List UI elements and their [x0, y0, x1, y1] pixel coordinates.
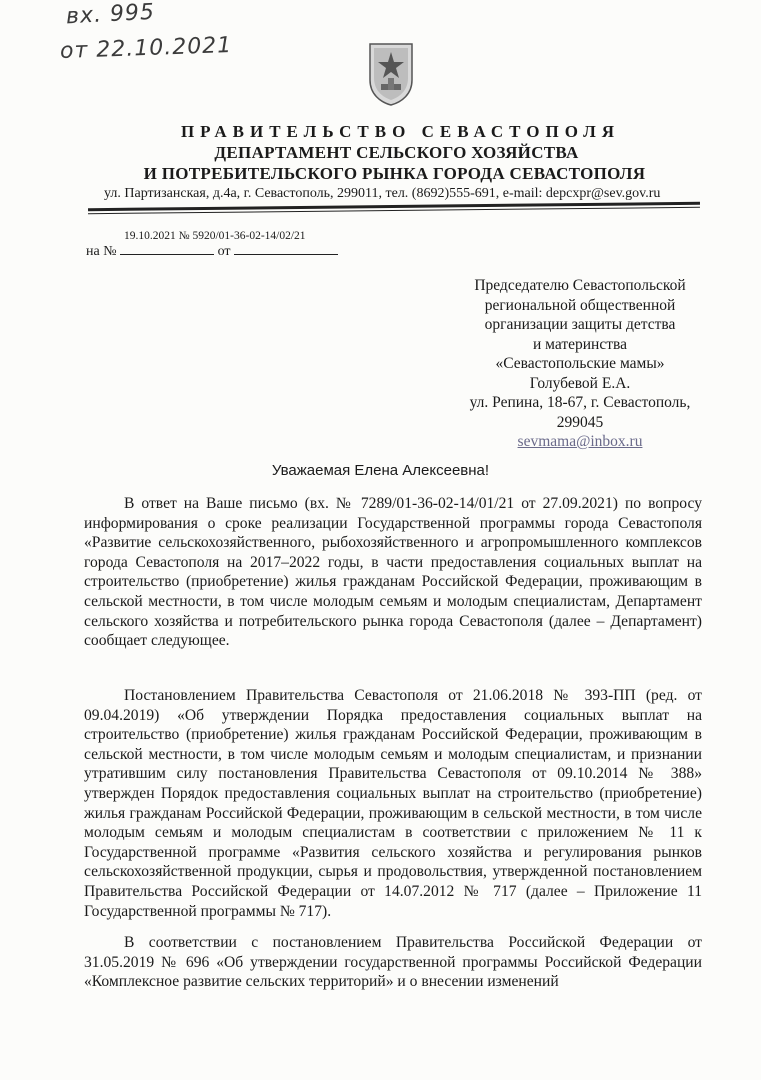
header-department-continued: И ПОТРЕБИТЕЛЬСКОГО РЫНКА ГОРОДА СЕВАСТОПОЛЯ: [143, 164, 646, 183]
header-address: ул. Партизанская, д.4а, г. Севастополь, 299011, тел. (8692)555-691, e-mail: depcxpr@sev.gov.ru: [104, 186, 661, 201]
reference-number-blank: [120, 244, 214, 255]
paragraph-text: В ответ на Ваше письмо (вх. № 7289/01-36-02-14/01/21 от 27.09.2021) по вопросу информирования о сроке реализации Государственной программы города Севастополя «Развитие сельскохозяйственного, рыбохозяйственного и агропромышленного комплексов города Севастополя на 2017–2022 годы, в части предоставления социальных выплат на строительство (приобретение) жилья гражданам Российской Федерации, проживающим в сельской местности, в том числе молодым семьям и молодым специалистам, Департамент сельского хозяйства и потребительского рынка города Севастополя (далее – Департамент) сообщает следующее.: [84, 495, 702, 650]
body-paragraph-2: [84, 686, 702, 921]
addressee-block: [430, 276, 730, 452]
reference-number-label: на №: [86, 244, 117, 259]
header-department: ДЕПАРТАМЕНТ СЕЛЬСКОГО ХОЗЯЙСТВА: [214, 143, 579, 162]
greeting: Уважаемая Елена Алексеевна!: [271, 462, 490, 479]
addressee-line: 299045: [556, 413, 604, 431]
addressee-line: и материнства: [533, 335, 627, 353]
reference-date-blank: [234, 244, 338, 255]
sevastopol-coat-of-arms-icon: [366, 40, 416, 106]
paragraph-text: В соответствии с постановлением Правительства Российской Федерации от 31.05.2019 № 696 «Об утверждении государственной программы Российской Федерации «Комплексное развитие сельских территорий» и о внесении изменений: [84, 934, 702, 991]
paragraph-text: Постановлением Правительства Севастополя от 21.06.2018 № 393-ПП (ред. от 09.04.2019) «Об утверждении Порядка предоставления социальных выплат на строительство (приобретение) жилья гражданам Российской Федерации, проживающим в сельской местности, в том числе молодым семьям и молодым специалистам, и признании утратившим силу постановления Правительства Севастополя от 09.10.2014 № 388» утвержден Порядок предоставления социальных выплат на строительство (приобретение) жилья гражданам Российской Федерации, проживающим в сельской местности, в том числе молодым семьям и молодым специалистам в соответствии с приложением № 11 к Государственной программе «Развития сельского хозяйства и регулирования рынков сельскохозяйственной продукции, сырья и продовольствия, утвержденной постановлением Правительства Российской Федерации от 14.07.2012 № 717 (далее – Приложение 11 Государственной программы № 717).: [84, 687, 702, 920]
addressee-line: региональной общественной: [484, 296, 676, 314]
header-government: ПРАВИТЕЛЬСТВО СЕВАСТОПОЛЯ: [180, 122, 621, 141]
body-paragraph-1: [84, 494, 702, 651]
reference-date-label: от: [217, 244, 231, 259]
addressee-line: организации защиты детства: [484, 316, 676, 333]
body-paragraph-3: [84, 933, 702, 992]
reference-field: [86, 244, 338, 260]
addressee-line: Председателю Севастопольской: [474, 277, 686, 294]
addressee-email-link[interactable]: sevmama@inbox.ru: [517, 433, 643, 450]
addressee-line: ул. Репина, 18-67, г. Севастополь,: [469, 394, 691, 411]
handwritten-incoming-number: вх. 995: [65, 0, 156, 30]
registration-number: 19.10.2021 № 5920/01-36-02-14/02/21: [124, 230, 306, 242]
addressee-line: Голубевой Е.А.: [529, 374, 631, 392]
addressee-line: «Севастопольские мамы»: [495, 355, 665, 372]
handwritten-incoming-date: от 22.10.2021: [59, 33, 233, 64]
